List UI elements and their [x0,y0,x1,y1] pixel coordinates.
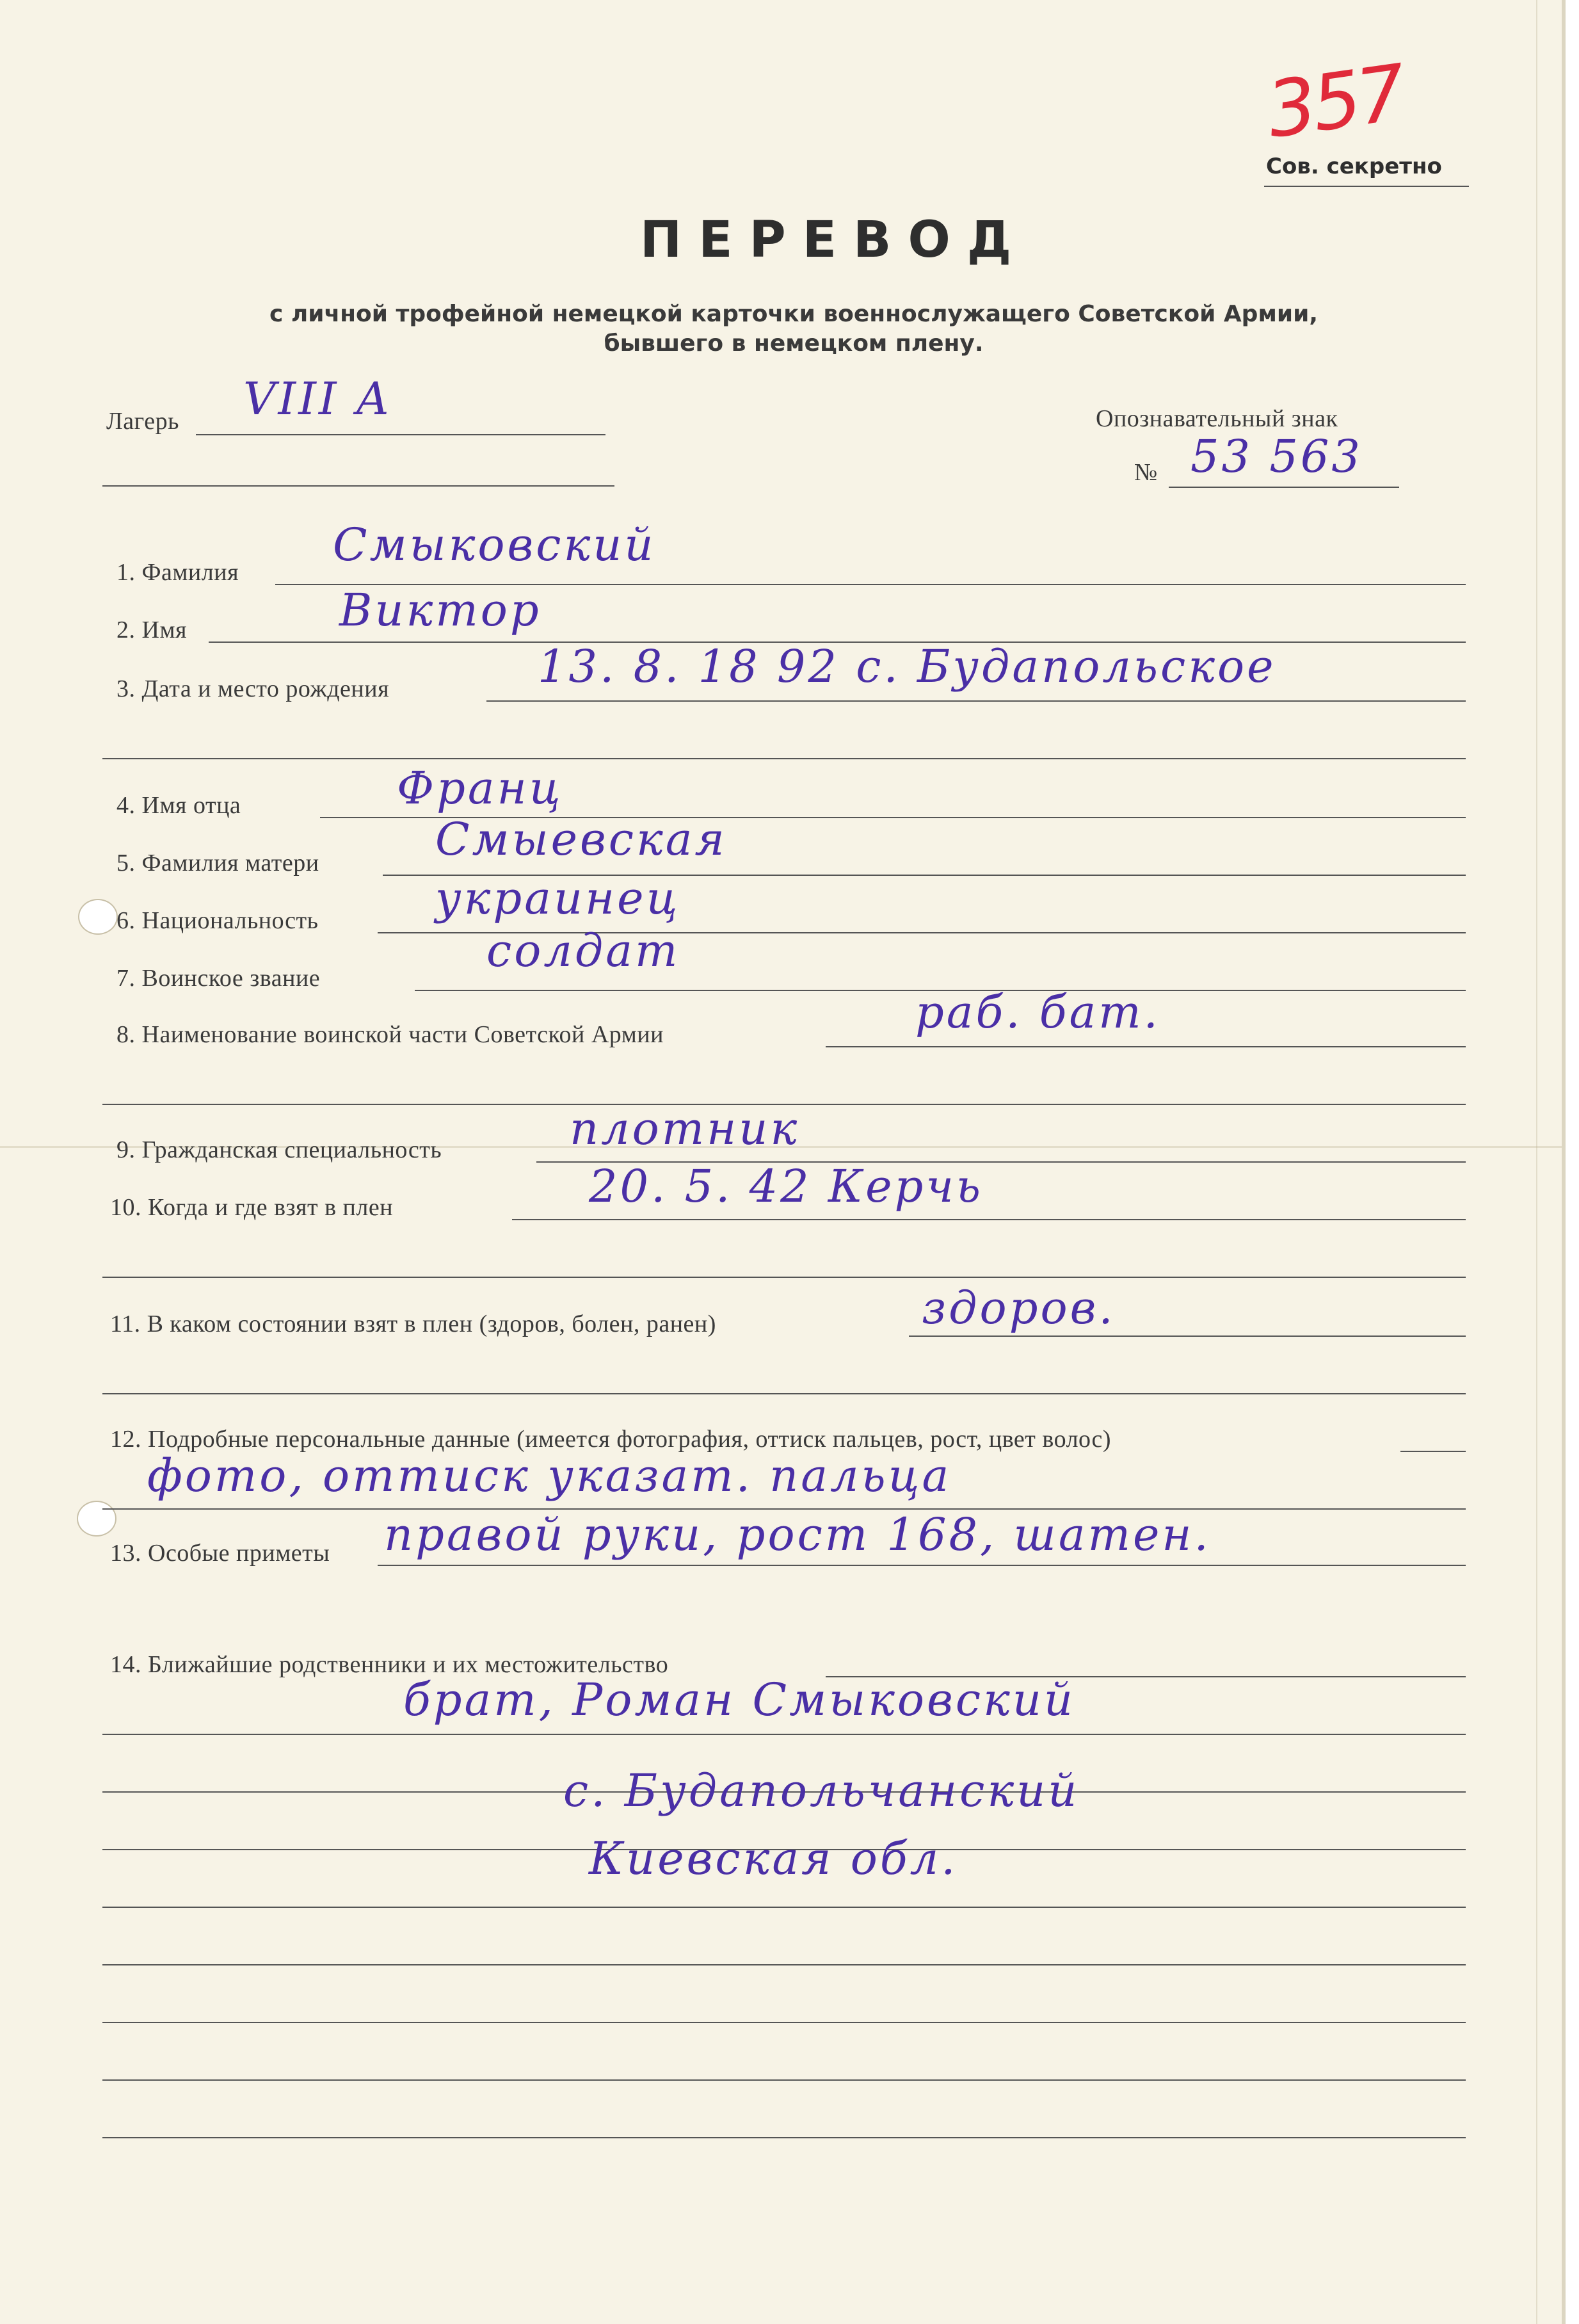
field-father-label: 4. Имя отца [116,792,241,819]
document-title: ПЕРЕВОД [640,211,1029,269]
field-birth-value: 13. 8. 18 92 с. Будапольское [538,640,1276,693]
field-personal-data-line [1400,1451,1466,1452]
field-special-marks-line [378,1565,1466,1566]
field-unit-value: раб. бат. [915,986,1160,1038]
field-profession-value: плотник [570,1102,800,1155]
camp-label: Лагерь [106,408,179,435]
id-number-value: 53 563 [1190,430,1363,483]
relatives-line-1 [102,1734,1466,1735]
field-relatives-value-line2: с. Будапольчанский [563,1764,1080,1817]
field-father-value: Франц [397,762,563,814]
field-captured-label: 10. Когда и где взят в плен [110,1194,394,1221]
field-condition-value: здоров. [922,1282,1116,1334]
subtitle-line-2: бывшего в немецком плену. [604,330,984,357]
punch-hole-top [78,899,118,935]
field-profession-label: 9. Гражданская специальность [116,1136,442,1163]
red-archive-number: 357 [1262,48,1408,156]
relatives-line-7 [102,2079,1466,2081]
field-unit-label: 8. Наименование воинской части Советской Армии [116,1021,664,1048]
field-relatives-value-line1: брат, Роман Смыковский [403,1674,1075,1726]
field-surname-value: Смыковский [333,519,656,571]
field-special-marks-value: правой руки, рост 168, шатен. [384,1508,1211,1561]
relatives-line-8 [102,2137,1466,2138]
field-condition-line [909,1335,1466,1337]
field-rank-label: 7. Воинское звание [116,965,321,992]
paper-edge [1536,0,1537,2324]
field-relatives-label: 14. Ближайшие родственники и их местожительство [110,1651,669,1678]
relatives-line-4 [102,1907,1466,1908]
field-condition-line-2 [102,1393,1466,1394]
field-name-label: 2. Имя [116,617,187,643]
field-relatives-value-line3: Киевская обл. [589,1832,958,1885]
punch-hole-bottom [77,1501,116,1537]
field-personal-data-label: 12. Подробные персональные данные (имеется фотография, оттиск пальцев, рост, цвет волос) [110,1426,1111,1453]
field-captured-line [512,1219,1466,1220]
field-surname-label: 1. Фамилия [116,559,239,586]
relatives-line-6 [102,2022,1466,2023]
id-number-sign: № [1134,459,1158,486]
camp-value: VIII А [243,373,392,425]
field-captured-value: 20. 5. 42 Керчь [589,1160,984,1213]
field-nationality-value: украинец [435,872,680,924]
subtitle-line-1: с личной трофейной немецкой карточки военнослужащего Советской Армии, [269,301,1319,327]
field-nationality-label: 6. Национальность [116,907,319,934]
field-captured-line-2 [102,1277,1466,1278]
field-birth-line-2 [102,758,1466,759]
field-condition-label: 11. В каком состоянии взят в плен (здоров, болен, ранен) [110,1311,716,1337]
id-tag-label: Опознавательный знак [1096,405,1338,432]
classification-underline [1264,186,1469,187]
field-mother-value: Смыевская [435,813,727,866]
field-birth-label: 3. Дата и место рождения [116,675,390,702]
field-unit-line [826,1046,1466,1047]
field-birth-line [486,700,1466,702]
classification-mark: Сов. секретно [1266,154,1442,179]
camp-line-2 [102,485,614,487]
field-personal-data-value: фото, оттиск указат. пальца [147,1449,952,1502]
field-rank-value: солдат [486,924,680,977]
relatives-line-5 [102,1964,1466,1965]
field-mother-label: 5. Фамилия матери [116,850,319,876]
field-special-marks-label: 13. Особые приметы [110,1540,330,1567]
camp-line [196,434,605,435]
field-name-value: Виктор [339,584,541,636]
id-number-line [1169,487,1399,488]
